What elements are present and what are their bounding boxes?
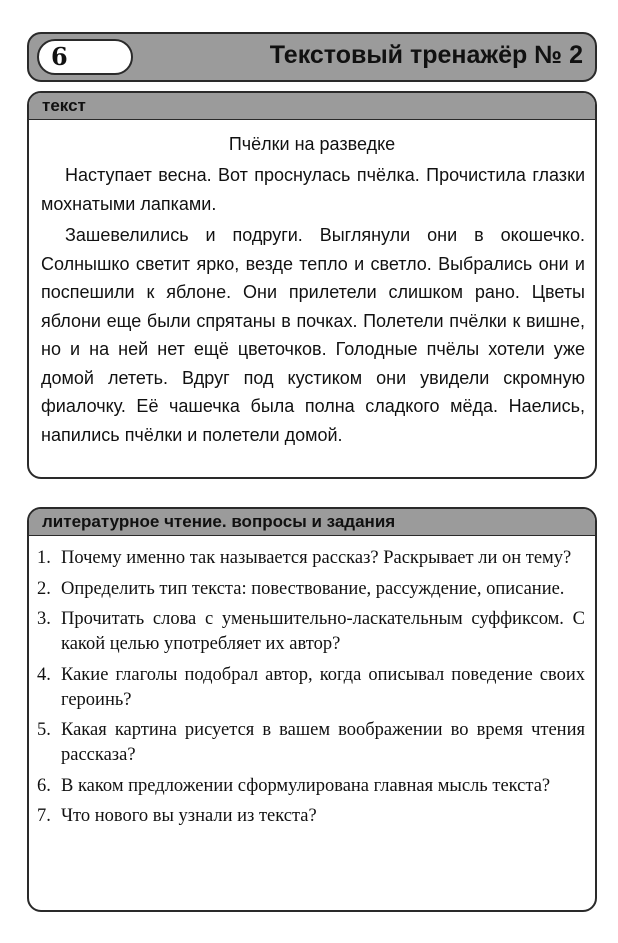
task-item: [37, 663, 585, 713]
story-paragraph: Зашевелились и подруги. Выглянули они в окошечко. Солнышко светит ярко, везде тепло и светло. Выбрались они и поспешили к яблоне. Они прилетели слишком рано. Цветы яблони еще были спрятаны в почках. Полетели пчёлки к вишне, но и на ней нет ещё цветочков. Голодные пчёлы хотели уже домой лететь. Вдруг под кустиком они увидели скромную фиалочку. Её чашечка была полна сладкого мёда. Наелись, напились пчёлки и полетели домой.: [41, 225, 585, 445]
task-text: В каком предложении сформулирована главная мысль текста?: [61, 775, 551, 796]
task-text: Определить тип текста: повествование, рассуждение, описание.: [61, 578, 565, 599]
task-number: 6.: [37, 775, 51, 796]
page-number: 6: [37, 39, 133, 75]
tasks-section-label: литературное чтение. вопросы и задания: [29, 509, 595, 536]
task-number: 2.: [37, 578, 51, 599]
story-title: Пчёлки на разведке: [228, 134, 396, 154]
task-text: Какие глаголы подобрал автор, когда описывал поведение своих героинь?: [61, 664, 585, 710]
task-item: [37, 577, 585, 602]
task-item: [37, 607, 585, 657]
task-text: Прочитать слова с уменьшительно-ласкательным суффиксом. С какой целью употребляет их автор?: [61, 609, 585, 654]
task-item: [37, 774, 585, 799]
story: [29, 134, 595, 449]
task-number: 7.: [37, 806, 51, 826]
task-text: Какая картина рисуется в вашем воображении во время чтения рассказа?: [61, 720, 585, 765]
task-item: [37, 546, 585, 571]
task-number: 5.: [37, 720, 51, 740]
task-item: [37, 804, 585, 829]
text-panel: [27, 91, 597, 479]
task-number: 1.: [37, 548, 51, 568]
text-section-label: текст: [29, 93, 595, 120]
task-item: [37, 718, 585, 768]
tasks-panel: [27, 507, 597, 912]
task-text: Что нового вы узнали из текста?: [61, 806, 317, 826]
task-number: 3.: [37, 609, 51, 629]
task-text: Почему именно так называется рассказ? Раскрывает ли он тему?: [61, 548, 572, 568]
task-number: 4.: [37, 664, 51, 685]
page-header: [27, 32, 597, 82]
page-title: Текстовый тренажёр № 2: [269, 41, 583, 69]
story-paragraph: Наступает весна. Вот проснулась пчёлка. Прочистила глазки мохнатыми лапками.: [41, 165, 585, 214]
task-list: [37, 546, 585, 829]
